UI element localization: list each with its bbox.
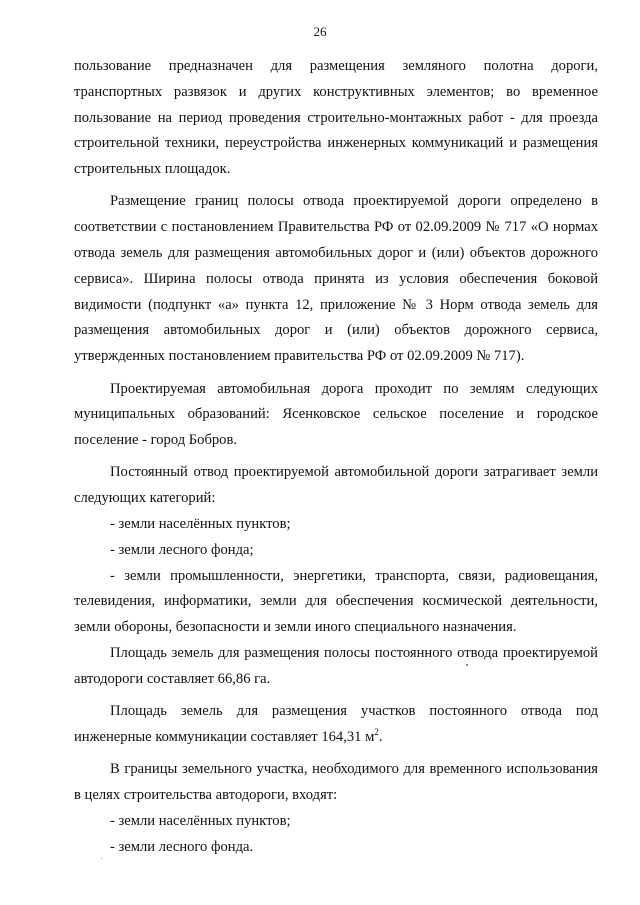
- paragraph-temporary-use: В границы земельного участка, необходимого для временного использования в целях строительства автодороги, входят:: [74, 761, 598, 804]
- paragraph-land-use-continuation: пользование предназначен для размещения земляного полотна дороги, транспортных развязок и других конструктивных элементов; во временное пользование на период проведения строительно-монтажных работ - для проезда строительной техники, переустройства инженерных коммуникаций и размещения строительных площадок.: [74, 58, 598, 178]
- utilities-area-period: .: [378, 728, 383, 745]
- paragraph-utilities-area: [74, 699, 598, 751]
- square-unit-superscript: 2: [374, 726, 379, 737]
- list-item-forest-lands-temporary: - земли лесного фонда.: [110, 838, 254, 855]
- utilities-area-text: Площадь земель для размещения участков постоянного отвода под инженерные коммуникации составляет 164,31 м: [74, 703, 598, 745]
- paragraph-right-of-way-boundaries: Размещение границ полосы отвода проектируемой дороги определено в соответствии с постановлением Правительства РФ от 02.09.2009 № 717 «О нормах отвода земель для размещения автомобильных дорог и (или) объектов дорожного сервиса». Ширина полосы отвода принята из условия обеспечения боковой видимости (подпункт «а» пункта 12, приложение № 3 Норм отвода земель для размещения автомобильных дорог и (или) объектов дорожного сервиса, утвержденных постановлением правительства РФ от 02.09.2009 № 717).: [74, 193, 598, 365]
- scan-speck: [101, 858, 102, 859]
- scan-speck: [466, 664, 468, 666]
- list-item-settlement-lands-temporary: - земли населённых пунктов;: [110, 812, 291, 829]
- list-item-settlement-lands: - земли населённых пунктов;: [110, 516, 291, 533]
- list-item-special-purpose-lands: - земли промышленности, энергетики, транспорта, связи, радиовещания, телевидения, информатики, земли для обеспечения космической деятельности, земли обороны, безопасности и земли иного специального назначения.: [74, 567, 598, 636]
- paragraph-permanent-allotment: Постоянный отвод проектируемой автомобильной дороги затрагивает земли следующих категорий:: [74, 464, 598, 507]
- page-number: 26: [313, 24, 327, 39]
- document-body: [74, 54, 598, 860]
- paragraph-municipalities: Проектируемая автомобильная дорога проходит по землям следующих муниципальных образований: Ясенковское сельское поселение и городское поселение - город Бобров.: [74, 380, 598, 449]
- list-item-forest-lands: - земли лесного фонда;: [110, 541, 254, 558]
- paragraph-allotment-area: Площадь земель для размещения полосы постоянного отвода проектируемой автодороги составляет 66,86 га.: [74, 645, 598, 687]
